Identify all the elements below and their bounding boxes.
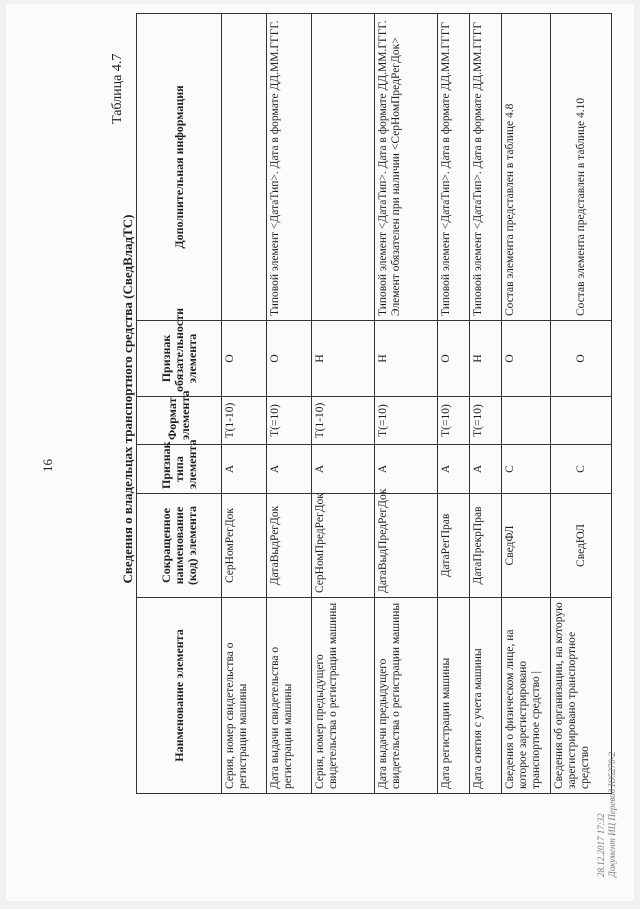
cell-code: ДатаПрекрПрав	[470, 494, 502, 598]
cell-name: Сведения об организации, на которую зарегистрировано транспортное средство	[551, 598, 612, 794]
cell-format: T(1-10)	[312, 397, 375, 445]
cell-required: Н	[470, 321, 502, 397]
cell-format: T(1-10)	[222, 397, 267, 445]
cell-code: ДатаВыдПредРегДок	[375, 494, 438, 598]
table-row	[267, 14, 312, 794]
elements-table	[136, 13, 612, 794]
page-number: 16	[40, 459, 55, 472]
cell-name: Серия, номер предыдущего свидетельства о регистрации машины	[312, 598, 375, 794]
cell-info	[312, 14, 375, 321]
table-number: Таблица 4.7	[110, 53, 125, 124]
table-header-row	[137, 14, 222, 794]
cell-code: СерНомПредРегДок	[312, 494, 375, 598]
cell-name: Дата выдачи свидетельства о регистрации машины	[267, 598, 312, 794]
header-additional-info: Дополнительная информация	[137, 14, 222, 321]
cell-name: Дата выдачи предыдущего свидетельства о регистрации машины	[375, 598, 438, 794]
cell-info: Типовой элемент <ДатаТип>. Дата в формате ДД.ММ.ГГГГ	[470, 14, 502, 321]
cell-format: T(=10)	[267, 397, 312, 445]
header-element-code: Сокращенное наименование (код) элемента	[137, 494, 222, 598]
cell-name: Дата снятия с учета машины	[470, 598, 502, 794]
cell-type: А	[222, 445, 267, 494]
cell-type: А	[470, 445, 502, 494]
cell-format: T(=10)	[438, 397, 470, 445]
rotated-content	[6, 4, 640, 909]
table-row	[375, 14, 438, 794]
cell-required: О	[502, 321, 551, 397]
cell-format	[502, 397, 551, 445]
table-caption: Сведения о владельцах транспортного средства (СведВладТС)	[120, 214, 135, 584]
cell-info: Типовой элемент <ДатаТип>. Дата в формате ДД.ММ.ГГГГ.	[267, 14, 312, 321]
document-page	[6, 4, 634, 901]
table-row	[222, 14, 267, 794]
cell-code: СведФЛ	[502, 494, 551, 598]
cell-type: С	[551, 445, 612, 494]
table-row	[312, 14, 375, 794]
cell-format: T(=10)	[375, 397, 438, 445]
table-row	[551, 14, 612, 794]
cell-code: СерНомРегДок	[222, 494, 267, 598]
cell-required: Н	[312, 321, 375, 397]
stamp-date: 28.12.2017 17:32	[596, 813, 606, 877]
cell-name: Серия, номер свидетельства о регистрации машины	[222, 598, 267, 794]
cell-type: А	[267, 445, 312, 494]
cell-info: Состав элемента представлен в таблице 4.10	[551, 14, 612, 321]
cell-required: О	[438, 321, 470, 397]
header-element-required: Признак обязательности элемента	[137, 321, 222, 397]
header-element-name: Наименование элемента	[137, 598, 222, 794]
table-row	[438, 14, 470, 794]
cell-info	[222, 14, 267, 321]
cell-type: А	[312, 445, 375, 494]
cell-type: А	[438, 445, 470, 494]
cell-required: О	[267, 321, 312, 397]
cell-format: T(=10)	[470, 397, 502, 445]
cell-info: Состав элемента представлен в таблице 4.8	[502, 14, 551, 321]
stamp-text: Документ ИЦ Перевод Ю5270-2	[607, 751, 617, 877]
cell-required: О	[551, 321, 612, 397]
cell-type: А	[375, 445, 438, 494]
document-stamp	[596, 752, 618, 877]
header-element-format: Формат элемента	[137, 397, 222, 445]
cell-info: Типовой элемент <ДатаТип>. Дата в формате ДД.ММ.ГГГГ. Элемент обязателен при наличии <СерНомПредРегДок>	[375, 14, 438, 321]
cell-name: Сведения о физическом лице, на которое зарегистрировано транспортное средство |	[502, 598, 551, 794]
cell-required: О	[222, 321, 267, 397]
cell-required: Н	[375, 321, 438, 397]
cell-code: СведЮЛ	[551, 494, 612, 598]
cell-code: ДатаВыдРегДок	[267, 494, 312, 598]
cell-type: С	[502, 445, 551, 494]
header-element-type: Признак типа элемента	[137, 445, 222, 494]
cell-format	[551, 397, 612, 445]
table-row	[502, 14, 551, 794]
table-row	[470, 14, 502, 794]
cell-code: ДатаРегПрав	[438, 494, 470, 598]
cell-info: Типовой элемент <ДатаТип>. Дата в формате ДД.ММ.ГГГГ	[438, 14, 470, 321]
cell-name: Дата регистрации машины	[438, 598, 470, 794]
